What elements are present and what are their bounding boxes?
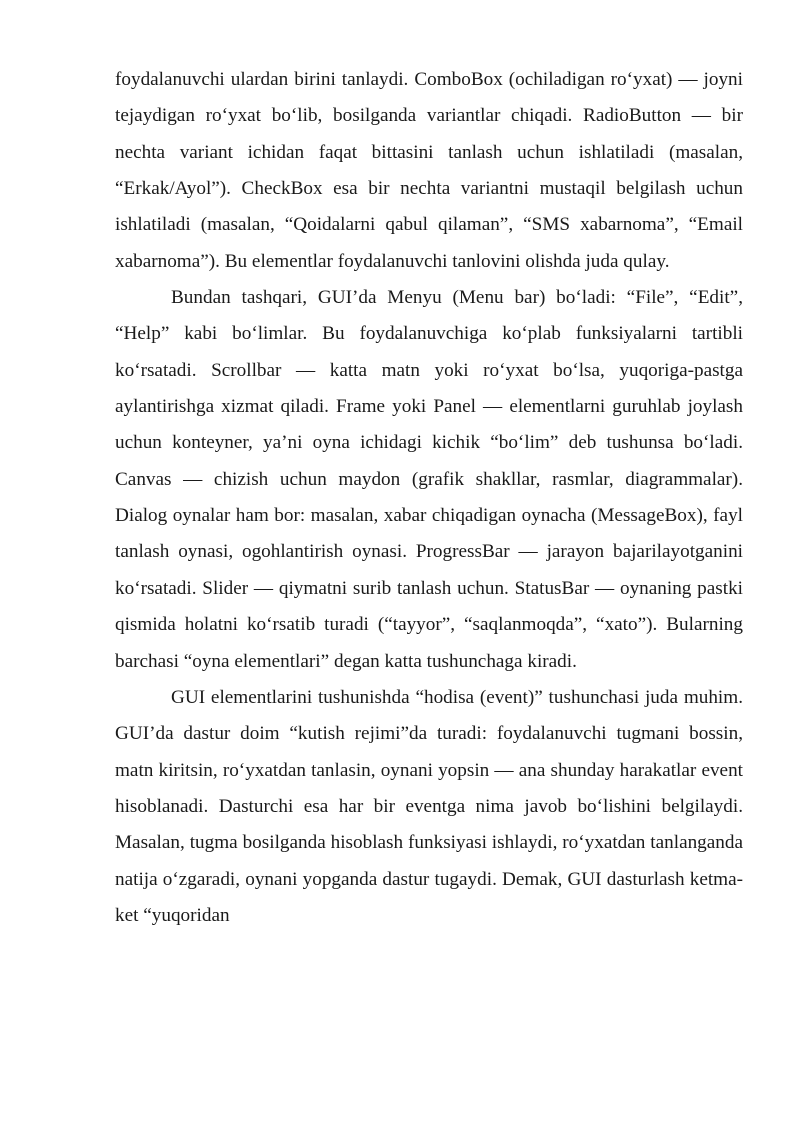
document-page <box>115 62 743 934</box>
paragraph-events: GUI elementlarini tushunishda “hodisa (event)” tushunchasi juda muhim. GUI’da dastur doim “kutish rejimi”da turadi: foydalanuvchi tugmani bossin, matn kiritsin, ro‘yxatdan tanlasin, oynani yopsin — ana shunday harakatlar event hisoblanadi. Dasturchi esa har bir eventga nima javob bo‘lishini belgilaydi. Masalan, tugma bosilganda hisoblash funksiyasi ishlaydi, ro‘yxatdan tanlanganda natija o‘zgaradi, oynani yopganda dastur tugaydi. Demak, GUI dasturlash ketma-ket “yuqoridan <box>115 686 743 926</box>
paragraph-menu-elements: Bundan tashqari, GUI’da Menyu (Menu bar) bo‘ladi: “File”, “Edit”, “Help” kabi bo‘limlar. Bu foydalanuvchiga ko‘plab funksiyalarni tartibli ko‘rsatadi. Scrollbar — katta matn yoki ro‘yxat bo‘lsa, yuqoriga-pastga aylantirishga xizmat qiladi. Frame yoki Panel — elementlarni guruhlab joylash uchun konteyner, ya’ni oyna ichidagi kichik “bo‘lim” deb tushunsa bo‘ladi. Canvas — chizish uchun maydon (grafik shakllar, rasmlar, diagrammalar). Dialog oynalar ham bor: masalan, xabar chiqadigan oynacha (MessageBox), fayl tanlash oynasi, ogohlantirish oynasi. ProgressBar — jarayon bajarilayotganini ko‘rsatadi. Slider — qiymatni surib tanlash uchun. StatusBar — oynaning pastki qismida holatni ko‘rsatib turadi (“tayyor”, “saqlanmoqda”, “xato”). Bularning barchasi “oyna elementlari” degan katta tushunchaga kiradi. <box>115 287 743 672</box>
paragraph-continuation: foydalanuvchi ulardan birini tanlaydi. ComboBox (ochiladigan ro‘yxat) — joyni tejaydigan ro‘yxat bo‘lib, bosilganda variantlar chiqadi. RadioButton — bir nechta variant ichidan faqat bittasini tanlash uchun ishlatiladi (masalan, “Erkak/Ayol”). CheckBox esa bir nechta variantni mustaqil belgilash uchun ishlatiladi (masalan, “Qoidalarni qabul qilaman”, “SMS xabarnoma”, “Email xabarnoma”). Bu elementlar foydalanuvchi tanlovini olishda juda qulay. <box>115 69 743 272</box>
